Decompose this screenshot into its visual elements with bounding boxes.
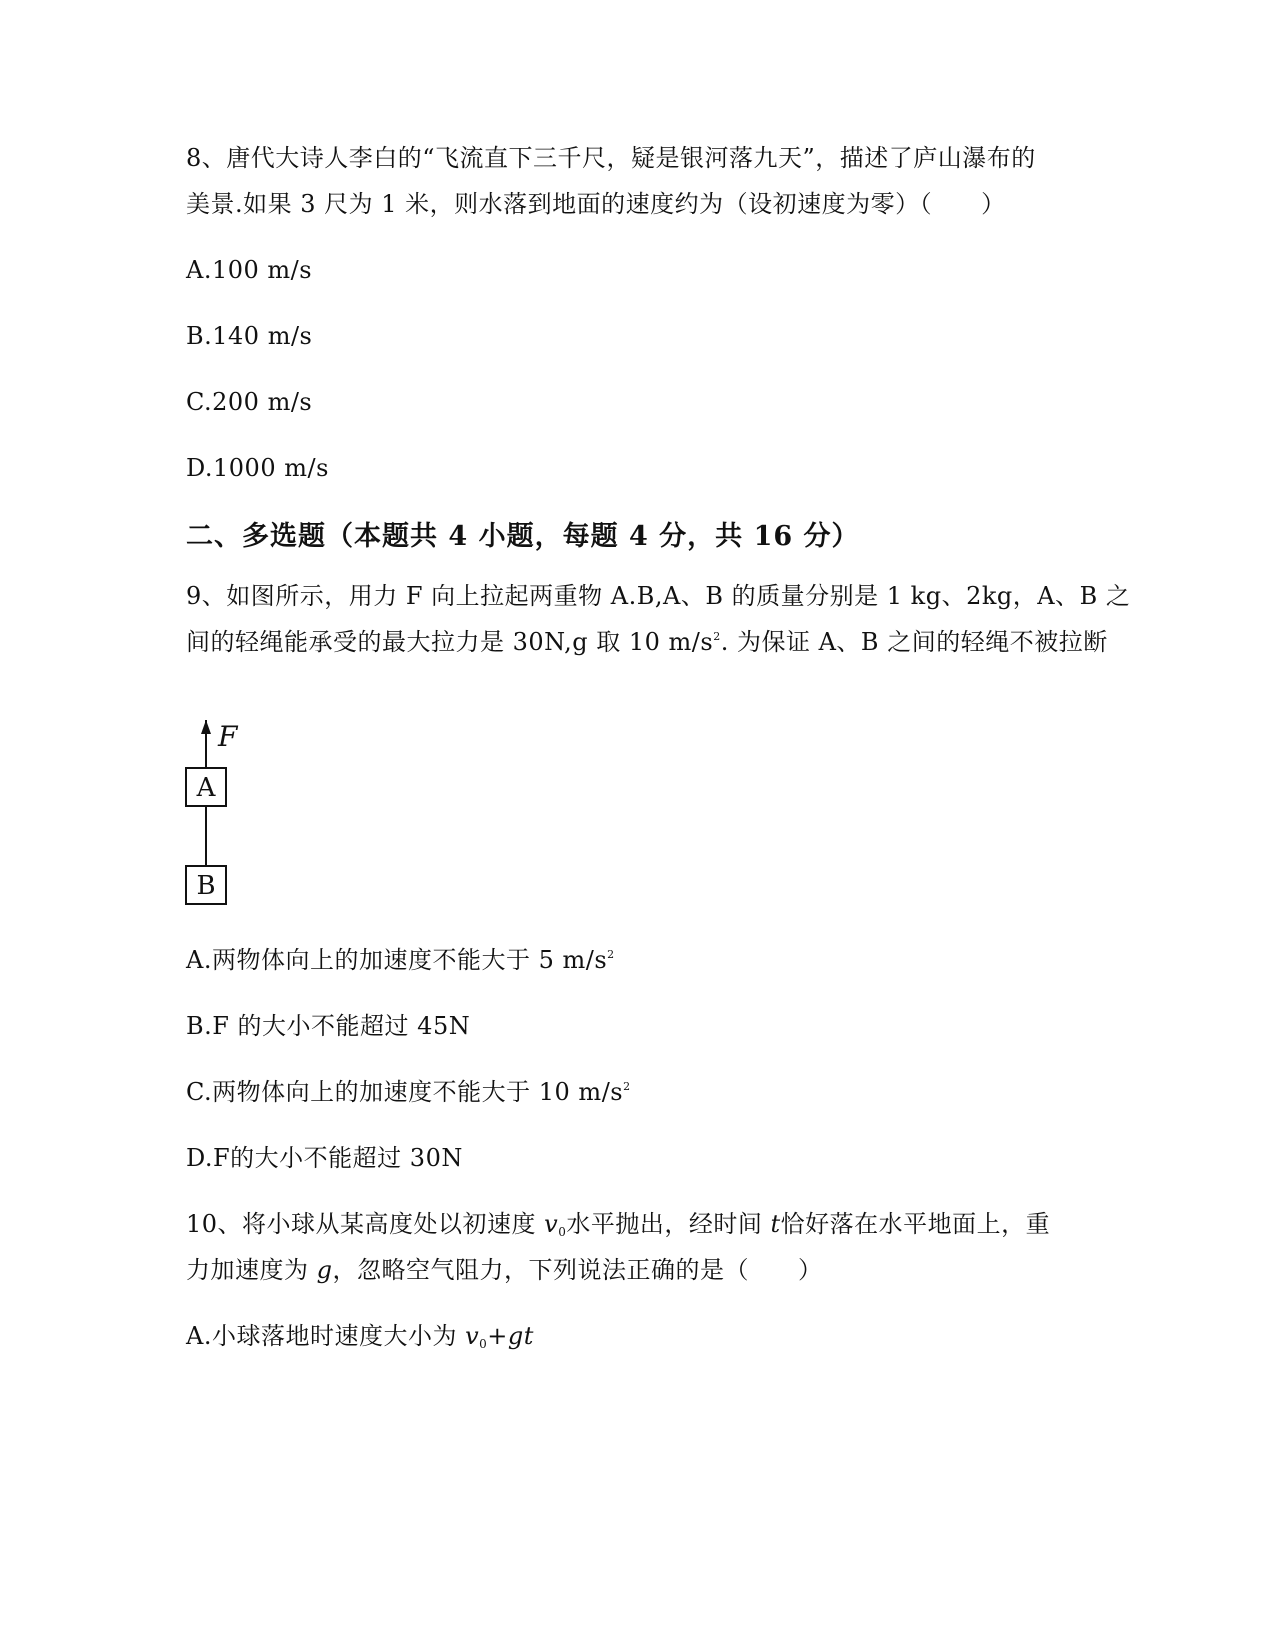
block-a-label: A [196, 773, 216, 803]
q10-var-v: v [544, 1210, 559, 1238]
q9-option-c-text: C.两物体向上的加速度不能大于 10 m/s [186, 1078, 624, 1106]
q10-option-a-v: v [465, 1322, 480, 1350]
q10-stem-line1 [186, 1208, 1050, 1240]
q9-stem-line2-main: 间的轻绳能承受的最大拉力是 30N,g 取 10 m/s [186, 628, 714, 656]
q8-option-a: A.100 m/s [186, 256, 313, 284]
q10-stem-line2 [186, 1254, 823, 1286]
q9-stem-line2 [186, 626, 1108, 658]
q9-option-a [186, 944, 615, 976]
force-label: F [218, 720, 238, 753]
block-b-label: B [196, 871, 216, 901]
q10-option-a-text: A.小球落地时速度大小为 [186, 1322, 466, 1350]
q10-option-a [186, 1320, 534, 1352]
q9-option-a-text: A.两物体向上的加速度不能大于 5 m/s [186, 946, 608, 974]
q8-stem-line2: 美景.如果 3 尺为 1 米，则水落到地面的速度约为（设初速度为零）（ ） [186, 190, 1006, 218]
q10-var-g: g [316, 1256, 333, 1284]
q10-stem-line2-b: ，忽略空气阻力，下列说法正确的是（ ） [332, 1256, 823, 1284]
q10-var-v-subscript: 0 [558, 1225, 567, 1239]
q8-stem-line1: 8、唐代大诗人李白的“飞流直下三千尺，疑是银河落九天”，描述了庐山瀑布的 [186, 144, 1036, 172]
section-heading-multiple-choice: 二、多选题（本题共 4 小题，每题 4 分，共 16 分） [186, 521, 860, 552]
q10-option-a-gt: gt [507, 1322, 534, 1350]
q9-force-diagram [180, 720, 270, 915]
q8-option-c: C.200 m/s [186, 388, 313, 416]
q10-var-t: t [770, 1210, 781, 1238]
q9-option-d: D.F的大小不能超过 30N [186, 1144, 463, 1172]
q10-stem-line1-a: 10、将小球从某高度处以初速度 [186, 1210, 545, 1238]
q10-stem-line2-a: 力加速度为 [186, 1256, 317, 1284]
q9-stem-line2-exponent: 2 [713, 630, 721, 643]
q9-stem-line2-tail: . 为保证 A、B 之间的轻绳不被拉断 [720, 628, 1108, 656]
q8-option-b: B.140 m/s [186, 322, 313, 350]
q9-option-c-exponent: 2 [623, 1080, 631, 1093]
q9-option-a-exponent: 2 [607, 948, 615, 961]
q10-stem-line1-b: 水平抛出，经时间 [566, 1210, 771, 1238]
q9-stem-line1: 9、如图所示，用力 F 向上拉起两重物 A.B,A、B 的质量分别是 1 kg、2kg，A、B 之 [186, 582, 1131, 610]
force-arrow-head-icon [201, 720, 211, 734]
q10-option-a-plus: + [487, 1322, 508, 1350]
q9-option-b: B.F 的大小不能超过 45N [186, 1012, 471, 1040]
q9-option-c [186, 1076, 631, 1108]
q8-option-d: D.1000 m/s [186, 454, 329, 482]
q10-stem-line1-c: 恰好落在水平地面上，重 [780, 1210, 1051, 1238]
q10-option-a-v-subscript: 0 [479, 1337, 488, 1351]
